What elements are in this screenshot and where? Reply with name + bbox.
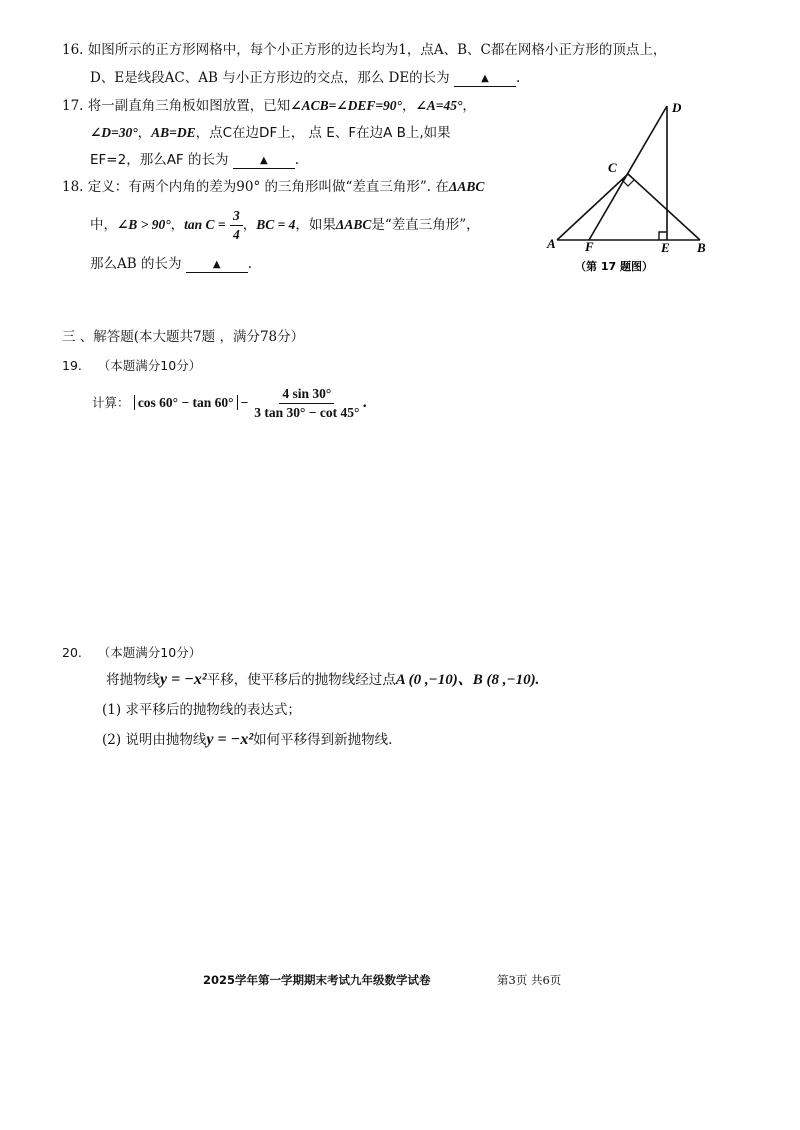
q20-part2-pre: (2) 说明由抛物线 <box>102 732 207 748</box>
q19-expression <box>92 381 367 425</box>
q19-absolute-expr: cos 60° − tan 60° <box>134 395 238 410</box>
q19-header <box>62 356 201 376</box>
q17-line1-text: 17. 将一副直角三角板如图放置，已知 <box>62 98 291 114</box>
q18-angle-b: ∠B > 90° <box>117 217 171 232</box>
q17-line3-end: . <box>294 152 300 168</box>
q20-parabola: y = −x² <box>160 671 207 688</box>
q18-line2 <box>90 205 480 245</box>
q20-line1-mid: 平移，使平移后的抛物线经过点 <box>206 672 396 688</box>
right-angle-e <box>659 232 667 240</box>
label-d: D <box>672 100 682 115</box>
label-a: A <box>547 236 556 251</box>
q18-triangle-abc-2: ΔABC <box>335 217 372 232</box>
q16-line2-text: D、E是线段AC、AB 与小正方形边的交点，那么 DE的长为 <box>90 70 450 86</box>
segment-fd <box>589 106 667 240</box>
q18-frac-num: 3 <box>230 207 243 226</box>
q17-ab-de: AB=DE <box>151 125 196 140</box>
q20-part2-post: 如何平移得到新抛物线. <box>253 732 393 748</box>
q18-sep1: ， <box>170 217 185 233</box>
q20-part2 <box>102 730 392 750</box>
blank-marker: ▲ <box>481 73 489 84</box>
q17-line1 <box>62 96 476 116</box>
q19-frac-den: 3 tan 30° − cot 45° <box>254 405 360 420</box>
q18-line1 <box>62 177 484 197</box>
q17-sep3: ， <box>137 125 152 141</box>
figure-caption: （第 17 题图） <box>575 260 653 273</box>
q16-answer-blank <box>454 70 516 87</box>
q20-parabola-2: y = −x² <box>206 731 254 748</box>
q18-line2-pre: 中， <box>90 217 117 233</box>
q20-header <box>62 643 201 663</box>
q19-minus: − <box>240 395 249 410</box>
blank-marker: ▲ <box>212 259 221 270</box>
q16-line2 <box>90 68 520 88</box>
q18-line3-text: 那么AB 的长为 <box>90 256 182 272</box>
q18-line3 <box>90 254 252 274</box>
q17-sep2: ， <box>462 98 476 114</box>
q20-line1 <box>106 670 539 690</box>
q17-figure <box>545 98 715 278</box>
q16-line2-end: . <box>515 70 521 86</box>
section3-title: 三 、解答题(本大题共7题 ，满分78分） <box>62 329 305 345</box>
label-e: E <box>661 240 670 255</box>
q17-line3 <box>90 150 299 170</box>
q16-line1: 16. 如图所示的正方形网格中，每个小正方形的边长均为1，点A、B、C都在网格小正方形的顶点上， <box>62 42 667 58</box>
q20-number: 20. <box>62 645 82 660</box>
q19-end: . <box>362 395 368 411</box>
segment-cb <box>628 174 700 240</box>
blank-marker: ▲ <box>259 155 268 166</box>
q17-angle-acb-def: ∠ACB=∠DEF=90° <box>290 98 402 113</box>
q19-prompt: 计算： <box>92 395 130 410</box>
q19-score: （本题满分10分） <box>97 358 202 373</box>
q17-sep: ， <box>401 98 416 114</box>
q18-answer-blank <box>186 256 248 273</box>
q19-fraction <box>251 385 362 422</box>
q19-number: 19. <box>62 358 82 373</box>
q17-line2-text: ，点C在边DF上， 点 E、F在边A B上,如果 <box>195 125 451 141</box>
q18-line3-end: . <box>247 256 253 272</box>
label-c: C <box>608 160 617 175</box>
q18-fraction <box>230 207 243 244</box>
q17-line3-text: EF=2，那么AF 的长为 <box>90 152 229 168</box>
footer-page: 第3页 共6页 <box>497 973 562 987</box>
q18-bc: BC = 4 <box>256 217 296 232</box>
q17-line2 <box>90 123 451 143</box>
q17-angle-d: ∠D=30° <box>90 125 138 140</box>
q17-answer-blank <box>233 152 295 169</box>
q18-frac-den: 4 <box>232 227 240 242</box>
segment-ac <box>557 174 628 240</box>
q18-line2-end: 是“差直三角形”， <box>371 217 480 233</box>
q20-score: （本题满分10分） <box>97 645 202 660</box>
q20-line1-pre: 将抛物线 <box>106 672 160 688</box>
footer-title: 2025学年第一学期期末考试九年级数学试卷 <box>203 973 431 987</box>
q17-angle-a: ∠A=45° <box>415 98 463 113</box>
q18-sep2: ， <box>242 217 257 233</box>
label-f: F <box>585 239 594 254</box>
label-b: B <box>697 240 706 255</box>
q18-line2-text: ，如果 <box>295 217 336 233</box>
q18-triangle-abc: ΔABC <box>448 179 485 194</box>
q20-part1: (1) 求平移后的抛物线的表达式； <box>102 702 301 718</box>
q18-tan-c: tan C = <box>184 217 226 232</box>
q19-frac-num: 4 sin 30° <box>279 385 334 404</box>
q18-line1-text: 18. 定义：有两个内角的差为90° 的三角形叫做“差直三角形”. 在 <box>62 179 449 195</box>
q20-points: A (0 ,−10)、B (8 ,−10). <box>395 672 540 688</box>
